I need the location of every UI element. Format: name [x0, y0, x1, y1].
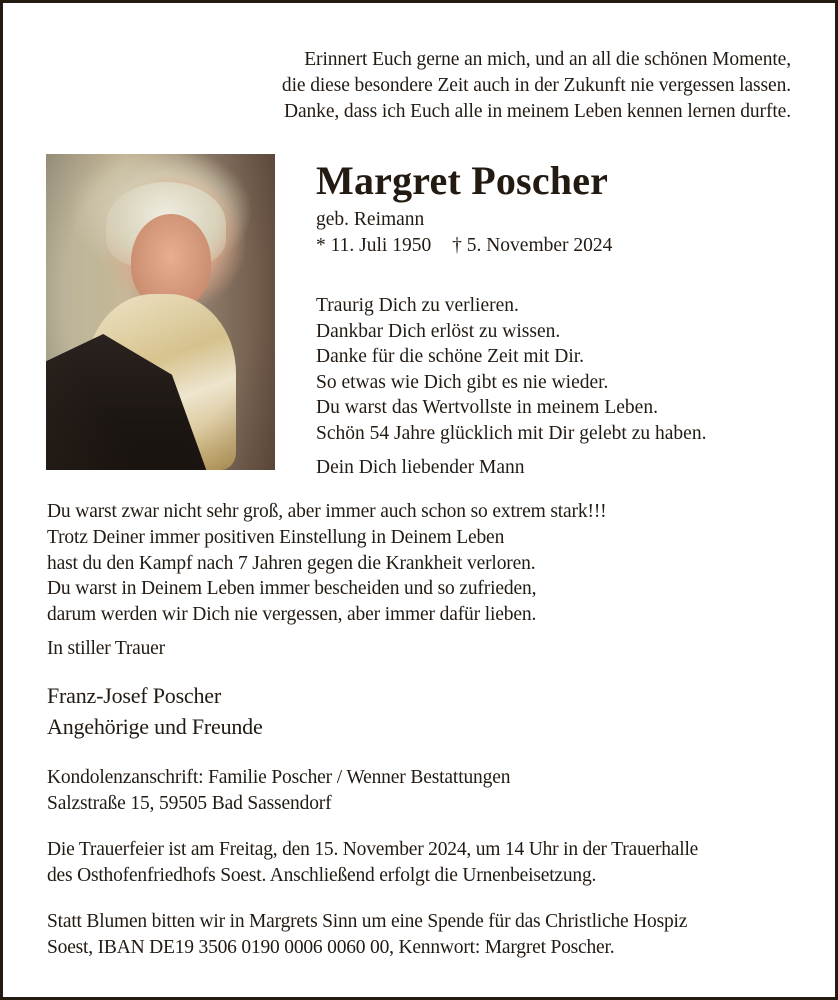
condolence-address — [47, 765, 510, 816]
tribute-text — [47, 499, 607, 628]
tribute-line: hast du den Kampf nach 7 Jahren gegen die Krankheit verloren. — [47, 552, 536, 574]
cross-icon: † — [452, 235, 462, 256]
mourning-label: In stiller Trauer — [47, 638, 165, 659]
poem-signoff: Dein Dich liebender Mann — [316, 457, 525, 478]
address-line: Salzstraße 15, 59505 Bad Sassendorf — [47, 792, 332, 814]
poem-line: Traurig Dich zu verlieren. — [316, 295, 519, 316]
poem-line: Schön 54 Jahre glücklich mit Dir gelebt zu haben. — [316, 422, 707, 444]
poem-line: Danke für die schöne Zeit mit Dir. — [316, 346, 585, 367]
motto-line: Erinnert Euch gerne an mich, und an all die schönen Momente, — [304, 49, 791, 70]
tribute-line: Du warst in Deinem Leben immer bescheiden und so zufrieden, — [47, 578, 537, 600]
donation-line: Statt Blumen bitten wir in Margrets Sinn um eine Spende für das Christliche Hospiz — [47, 911, 688, 932]
born-symbol: * — [316, 235, 326, 256]
died-date: 5. November 2024 — [466, 235, 613, 256]
mourner-name: Franz-Josef Poscher — [47, 683, 221, 708]
ceremony-line: des Osthofenfriedhofs Soest. Anschließend erfolgt die Urnenbeisetzung. — [47, 864, 597, 886]
mourner-group: Angehörige und Freunde — [47, 714, 263, 739]
tribute-line: Trotz Deiner immer positiven Einstellung in Deinem Leben — [47, 526, 505, 548]
born-date: 11. Juli 1950 — [330, 235, 432, 256]
birth-name: geb. Reimann — [316, 209, 425, 230]
donation-line: Soest, IBAN DE19 3506 0190 0006 0060 00, Kennwort: Margret Poscher. — [47, 936, 615, 958]
poem-line: Dankbar Dich erlöst zu wissen. — [316, 320, 561, 342]
deceased-name: Margret Poscher — [316, 158, 609, 203]
tribute-line: darum werden wir Dich nie vergessen, aber immer dafür lieben. — [47, 604, 537, 626]
motto-line: die diese besondere Zeit auch in der Zukunft nie vergessen lassen. — [281, 75, 791, 96]
life-dates — [316, 234, 612, 258]
ceremony-line: Die Trauerfeier ist am Freitag, den 15. November 2024, um 14 Uhr in der Trauerhalle — [47, 839, 699, 860]
tribute-line: Du warst zwar nicht sehr groß, aber immer auch schon so extrem stark!!! — [47, 501, 607, 522]
motto-verse — [282, 47, 791, 125]
motto-line: Danke, dass ich Euch alle in meinem Leben kennen lernen durfte. — [283, 101, 791, 122]
poem-line: So etwas wie Dich gibt es nie wieder. — [316, 371, 609, 393]
address-line: Kondolenzanschrift: Familie Poscher / Wenner Bestattungen — [47, 767, 511, 788]
donation-request — [47, 909, 687, 960]
mourners — [47, 680, 263, 742]
photo-vignette — [46, 154, 275, 470]
portrait-photo — [46, 154, 275, 470]
poem — [316, 293, 706, 446]
poem-line: Du warst das Wertvollste in meinem Leben. — [316, 397, 658, 418]
funeral-ceremony-info — [47, 837, 698, 888]
